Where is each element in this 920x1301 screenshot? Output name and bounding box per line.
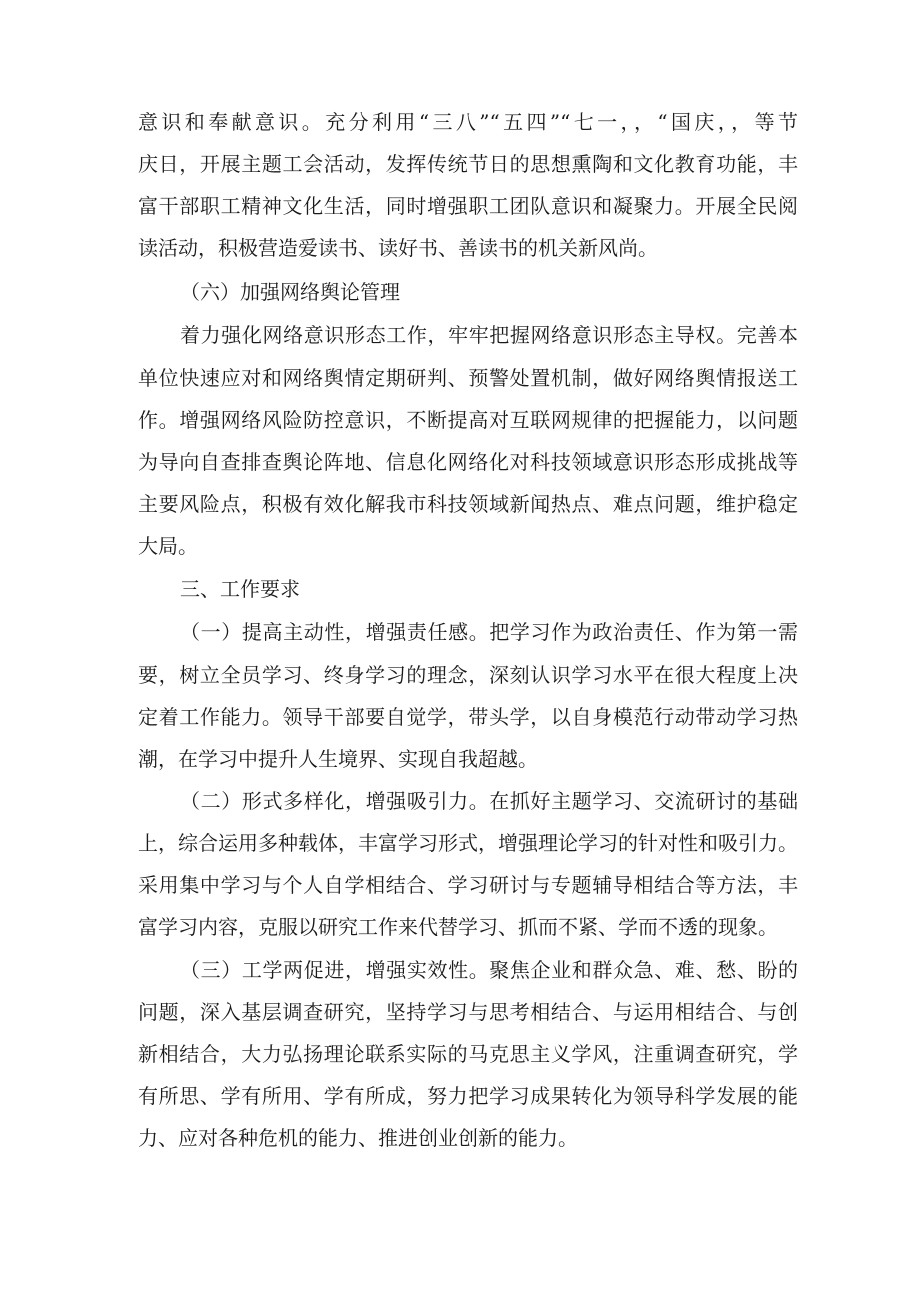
paragraph-line: 作。增强网络风险防控意识，不断提高对互联网规律的把握能力，以问题 — [138, 408, 798, 432]
paragraph-line: 读活动，积极营造爱读书、读好书、善读书的机关新风尚。 — [138, 236, 658, 260]
paragraph-line: （一）提高主动性，增强责任感。把学习作为政治责任、作为第一需 — [180, 620, 798, 644]
paragraph-line: （二）形式多样化，增强吸引力。在抓好主题学习、交流研讨的基础 — [180, 789, 798, 813]
paragraph-line: 问题，深入基层调查研究，坚持学习与思考相结合、与运用相结合、与创 — [138, 1000, 798, 1024]
paragraph-line: （三）工学两促进，增强实效性。聚焦企业和群众急、难、愁、盼的 — [180, 958, 798, 982]
paragraph-line: 着力强化网络意识形态工作，牢牢把握网络意识形态主导权。完善本 — [180, 323, 798, 347]
paragraph-line: 要，树立全员学习、终身学习的理念，深刻认识学习水平在很大程度上决 — [138, 663, 798, 687]
paragraph-line: 采用集中学习与个人自学相结合、学习研讨与专题辅导相结合等方法，丰 — [138, 873, 798, 897]
paragraph-line: 潮，在学习中提升人生境界、实现自我超越。 — [138, 747, 538, 771]
paragraph-line: 有所思、学有所用、学有所成，努力把学习成果转化为领导科学发展的能 — [138, 1084, 798, 1108]
paragraph-line: 单位快速应对和网络舆情定期研判、预警处置机制，做好网络舆情报送工 — [138, 366, 798, 390]
paragraph-line: 力、应对各种危机的能力、推进创业创新的能力。 — [138, 1126, 578, 1150]
paragraph-line: 庆日，开展主题工会活动，发挥传统节日的思想熏陶和文化教育功能，丰 — [138, 152, 798, 176]
paragraph-line: 上，综合运用多种载体，丰富学习形式，增强理论学习的针对性和吸引力。 — [138, 831, 798, 855]
paragraph-line: 意识和奉献意识。充分利用“三八”“五四”“七一，，“国庆，，等节 — [138, 110, 798, 134]
section-heading: 三、工作要求 — [180, 577, 300, 601]
paragraph-line: 大局。 — [138, 534, 198, 558]
paragraph-line: 新相结合，大力弘扬理论联系实际的马克思主义学风，注重调查研究，学 — [138, 1042, 798, 1066]
paragraph-line: 主要风险点，积极有效化解我市科技领域新闻热点、难点问题，维护稳定 — [138, 492, 798, 516]
paragraph-line: 富干部职工精神文化生活，同时增强职工团队意识和凝聚力。开展全民阅 — [138, 194, 798, 218]
paragraph-line: 定着工作能力。领导干部要自觉学，带头学，以自身模范行动带动学习热 — [138, 705, 798, 729]
paragraph-line: 为导向自查排查舆论阵地、信息化网络化对科技领域意识形态形成挑战等 — [138, 450, 798, 474]
section-heading: （六）加强网络舆论管理 — [180, 280, 400, 304]
paragraph-line: 富学习内容，克服以研究工作来代替学习、抓而不紧、学而不透的现象。 — [138, 915, 778, 939]
